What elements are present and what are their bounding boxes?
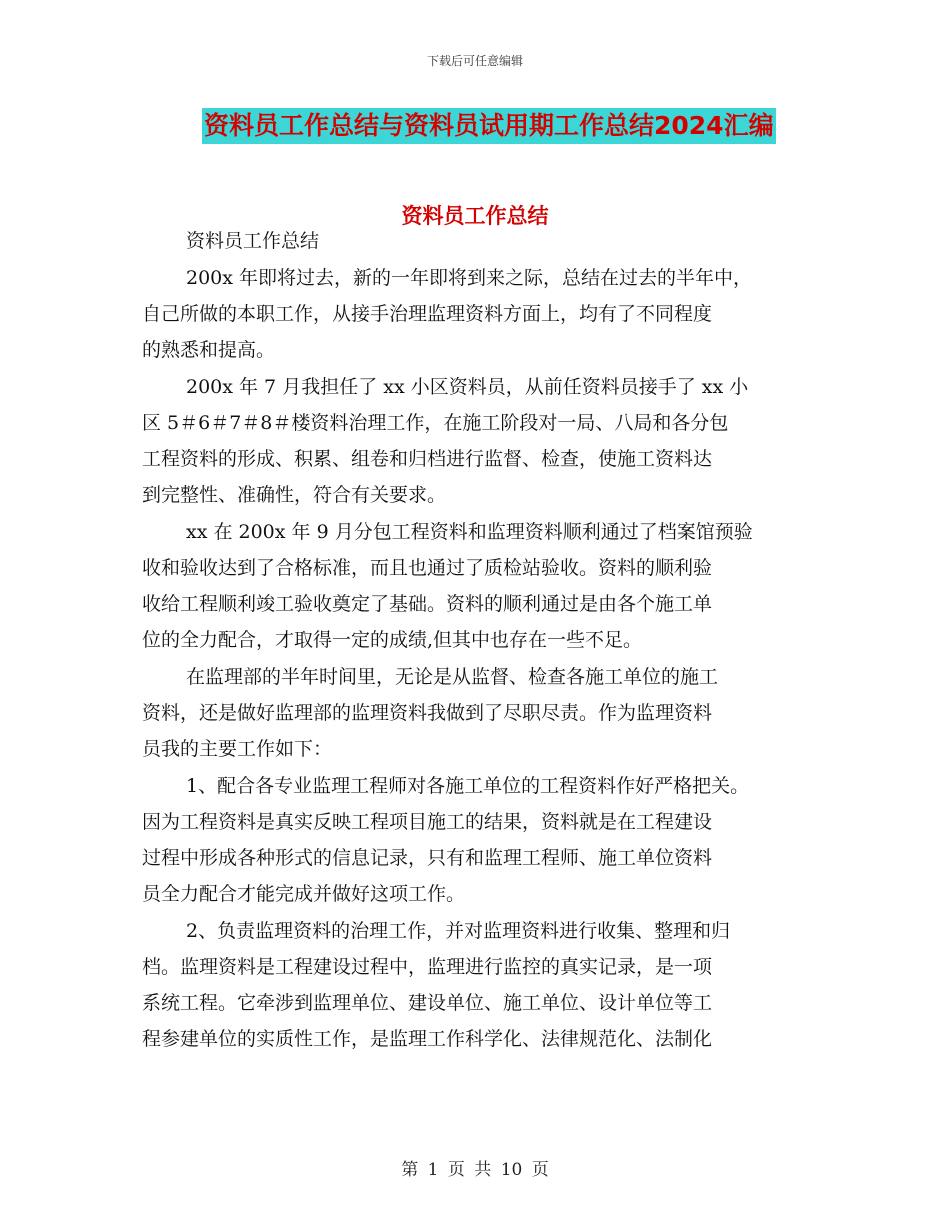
text-line: 1、配合各专业监理工程师对各施工单位的工程资料作好严格把关。 (186, 775, 750, 797)
paragraph (142, 768, 832, 912)
text-line: 自己所做的本职工作，从接手治理监理资料方面上，均有了不同程度 (142, 303, 713, 325)
document-body (142, 223, 832, 1057)
text-line: 200x 年即将过去，新的一年即将到来之际，总结在过去的半年中， (186, 267, 753, 289)
section-title: 资料员工作总结 (401, 204, 549, 228)
text-line: 的熟悉和提高。 (142, 339, 276, 361)
page-footer: 第 1 页 共 10 页 (401, 1160, 549, 1180)
text-line: 收和验收达到了合格标准，而且也通过了质检站验收。资料的顺利验 (142, 557, 713, 579)
text-line: 2、负责监理资料的治理工作，并对监理资料进行收集、整理和归 (186, 920, 731, 942)
text-line: 因为工程资料是真实反映工程项目施工的结果，资料就是在工程建设 (142, 811, 713, 833)
text-line: 员全力配合才能完成并做好这项工作。 (142, 883, 466, 905)
text-line: 过程中形成各种形式的信息记录，只有和监理工程师、施工单位资料 (142, 847, 713, 869)
text-line: 到完整性、准确性，符合有关要求。 (142, 484, 447, 506)
text-line: 位的全力配合，才取得一定的成绩,但其中也存在一些不足。 (142, 629, 643, 651)
paragraph (142, 260, 832, 368)
text-line: 收给工程顺利竣工验收奠定了基础。资料的顺利通过是由各个施工单 (142, 593, 713, 615)
text-line: 资料员工作总结 (186, 230, 320, 252)
text-line: xx 在 200x 年 9 月分包工程资料和监理资料顺利通过了档案馆预验 (186, 521, 753, 543)
text-line: 档。监理资料是工程建设过程中，监理进行监控的真实记录，是一项 (142, 956, 713, 978)
text-line: 区 5＃6＃7＃8＃楼资料治理工作，在施工阶段对一局、八局和各分包 (142, 412, 729, 434)
header-note: 下载后可任意编辑 (426, 54, 523, 68)
text-line: 200x 年 7 月我担任了 xx 小区资料员，从前任资料员接手了 xx 小 (186, 376, 749, 398)
text-line: 资料，还是做好监理部的监理资料我做到了尽职尽责。作为监理资料 (142, 702, 713, 724)
paragraph (142, 369, 832, 513)
paragraph (142, 223, 832, 259)
text-line: 在监理部的半年时间里，无论是从监督、检查各施工单位的施工 (186, 666, 719, 688)
text-line: 工程资料的形成、积累、组卷和归档进行监督、检查，使施工资料达 (142, 448, 713, 470)
text-line: 程参建单位的实质性工作，是监理工作科学化、法律规范化、法制化 (142, 1028, 713, 1050)
paragraph (142, 514, 832, 658)
text-line: 员我的主要工作如下： (142, 738, 333, 760)
paragraph (142, 913, 832, 1057)
document-main-title: 资料员工作总结与资料员试用期工作总结2024汇编 (202, 108, 776, 144)
paragraph (142, 659, 832, 767)
text-line: 系统工程。它牵涉到监理单位、建设单位、施工单位、设计单位等工 (142, 992, 713, 1014)
